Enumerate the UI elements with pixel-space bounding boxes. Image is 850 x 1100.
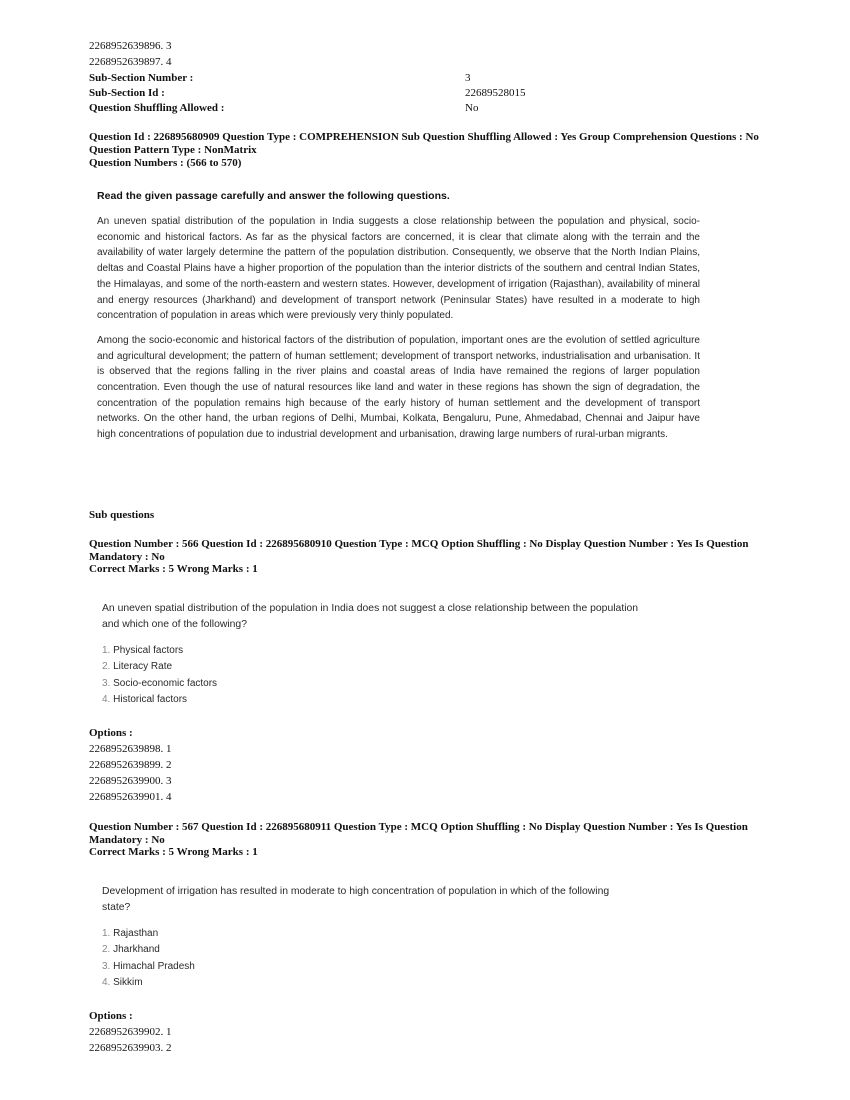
options-label: Options : bbox=[89, 727, 133, 739]
question-meta-line: Question Number : 567 Question Id : 226895680911 Question Type : MCQ Option Shuffling : No Display Question Number : Yes Is Question bbox=[89, 821, 748, 833]
choice-item: 2. Literacy Rate bbox=[102, 661, 173, 673]
question-567-meta bbox=[89, 821, 759, 859]
option-id: 2268952639900. 3 bbox=[89, 775, 172, 787]
choice-item: 1. Physical factors bbox=[102, 645, 184, 656]
previous-options-list bbox=[89, 38, 389, 70]
question-566-choices bbox=[102, 643, 402, 708]
question-mandatory: Mandatory : No bbox=[89, 833, 165, 846]
subsection-number-label: Sub-Section Number : bbox=[89, 72, 194, 84]
option-id: 2268952639897. 4 bbox=[89, 56, 172, 68]
choice-item: 3. Himachal Pradesh bbox=[102, 960, 195, 972]
question-text-line: state? bbox=[102, 902, 131, 913]
option-id: 2268952639902. 1 bbox=[89, 1026, 172, 1038]
subsection-id-value: 22689528015 bbox=[465, 87, 526, 99]
question-566-text bbox=[102, 601, 682, 633]
subsection-id-label: Sub-Section Id : bbox=[89, 87, 165, 99]
subsection-number-value: 3 bbox=[465, 72, 471, 84]
question-shuffling-value: No bbox=[465, 102, 479, 114]
option-id: 2268952639901. 4 bbox=[89, 791, 172, 803]
choice-item: 2. Jharkhand bbox=[102, 944, 160, 956]
question-text-line: An uneven spatial distribution of the population in India does not suggest a close relationship between the population bbox=[102, 603, 639, 614]
question-566-meta bbox=[89, 538, 759, 576]
question-pattern-type: Question Pattern Type : NonMatrix bbox=[89, 144, 257, 156]
option-id: 2268952639896. 3 bbox=[89, 40, 172, 52]
choice-item: 1. Rajasthan bbox=[102, 928, 159, 939]
subsection-meta bbox=[89, 71, 689, 116]
question-marks: Correct Marks : 5 Wrong Marks : 1 bbox=[89, 563, 258, 575]
option-id: 2268952639899. 2 bbox=[89, 759, 172, 771]
question-text-line: and which one of the following? bbox=[102, 619, 247, 630]
choice-item: 4. Sikkim bbox=[102, 976, 143, 988]
question-567-choices bbox=[102, 926, 402, 991]
passage-paragraph-2: Among the socio-economic and historical factors of the distribution of population, important ones are the evolution of settled agriculture and agricultural development; the pattern of human settlement; development of transport networks, industrialisation and urbanisation. It is observed that the regions falling in the river plains and coastal areas of India have remained the regions of larger population concentration. Even though the use of natural resources like land and water in these regions has shown the sign of degradation, the concentration of the population remains high because of the early history of human settlement and the development of transport networks. On the other hand, the urban regions of Delhi, Mumbai, Kolkata, Bengaluru, Pune, Ahmedabad, Chennai and Jaipur have high concentrations of population due to industrial development and urbanisation, drawing large numbers of rural-urban migrants. bbox=[97, 334, 700, 441]
choice-item: 3. Socio-economic factors bbox=[102, 677, 218, 689]
sub-questions-heading: Sub questions bbox=[89, 509, 155, 521]
comprehension-header-line: Question Id : 226895680909 Question Type : COMPREHENSION Sub Question Shuffling Allowed : Yes Group Comprehension Questions : No bbox=[89, 131, 759, 143]
choice-item: 4. Historical factors bbox=[102, 693, 188, 705]
question-numbers-range: Question Numbers : (566 to 570) bbox=[89, 157, 242, 169]
option-id: 2268952639898. 1 bbox=[89, 743, 172, 755]
passage-instruction: Read the given passage carefully and answer the following questions. bbox=[97, 190, 450, 202]
passage-paragraph-1: An uneven spatial distribution of the population in India suggests a close relationship between the population and physical, socio-economic and historical factors. As far as the physical factors are concerned, it is clear that climate along with the terrain and the availability of water largely determine the pattern of the population distribution. Consequently, we observe that the North Indian Plains, deltas and Coastal Plains have a higher proportion of the population than the interior districts of the southern and central Indian States, the Himalayas, and some of the north-eastern and western states. However, development of irrigation (Rajasthan), availability of mineral and energy resources (Jharkhand) and development of transport network (Peninsular States) have resulted in a moderate to high concentration of population in areas which were previously very thinly populated. bbox=[97, 216, 700, 322]
question-567-text bbox=[102, 884, 682, 916]
question-meta-line: Question Number : 566 Question Id : 226895680910 Question Type : MCQ Option Shuffling : No Display Question Number : Yes Is Question bbox=[89, 538, 749, 550]
comprehension-header bbox=[89, 131, 759, 170]
question-shuffling-label: Question Shuffling Allowed : bbox=[89, 102, 225, 114]
question-marks: Correct Marks : 5 Wrong Marks : 1 bbox=[89, 846, 258, 858]
option-id: 2268952639903. 2 bbox=[89, 1042, 172, 1054]
question-text-line: Development of irrigation has resulted in moderate to high concentration of population in which of the following bbox=[102, 886, 610, 897]
options-label: Options : bbox=[89, 1010, 133, 1022]
question-567-options bbox=[89, 1008, 389, 1056]
question-566-options bbox=[89, 725, 389, 805]
question-mandatory: Mandatory : No bbox=[89, 550, 165, 563]
comprehension-passage bbox=[97, 190, 700, 452]
